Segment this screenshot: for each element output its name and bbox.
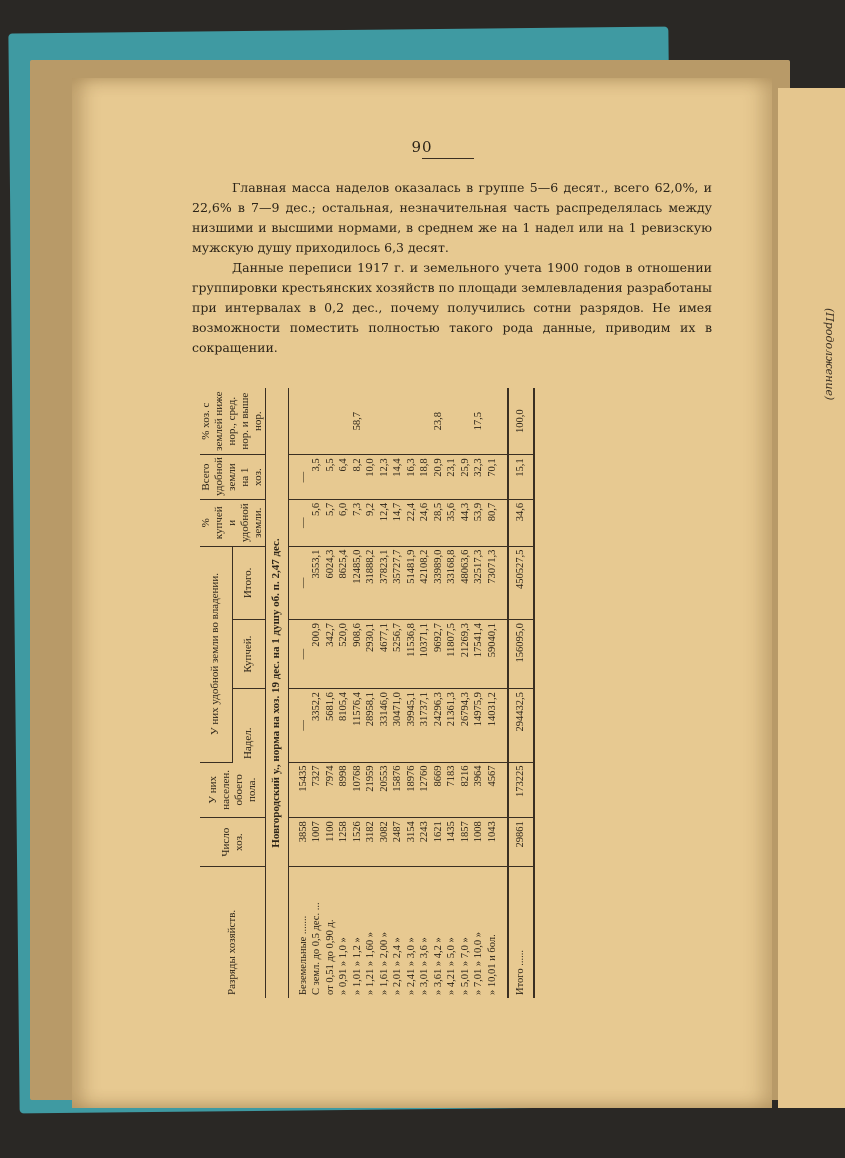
row-total: 3553,1 <box>310 546 324 619</box>
row-category: » 1,01 » 1,2 » <box>351 937 363 995</box>
book-page <box>72 78 772 1108</box>
row-households: 1007 <box>310 818 324 867</box>
table-row <box>351 388 365 998</box>
row-pct: 28,5 <box>432 499 446 546</box>
total-households: 29861 <box>508 818 534 867</box>
row-population: 7974 <box>324 762 338 818</box>
row-category: » 0,91 » 1,0 » <box>338 937 349 995</box>
row-category: » 2,41 » 3,0 » <box>405 937 417 995</box>
row-population: 15435 <box>297 762 311 818</box>
row-category: » 7,01 » 10,0 » <box>473 932 484 995</box>
table-total-row <box>508 388 534 998</box>
row-allotted: 11576,4 <box>351 689 365 762</box>
total-group-pct: 100,0 <box>508 388 534 455</box>
row-per-household: — <box>297 455 311 500</box>
row-population: 12760 <box>418 762 432 818</box>
row-population: 10768 <box>351 762 365 818</box>
row-pct: 5,7 <box>324 499 338 546</box>
row-households: 1043 <box>486 818 500 867</box>
row-purchased: 11536,8 <box>405 620 419 689</box>
table-row <box>486 388 500 998</box>
row-purchased: 21269,3 <box>459 620 473 689</box>
row-allotted: 3352,2 <box>310 689 324 762</box>
table-row <box>310 388 324 998</box>
row-purchased: 2930,1 <box>364 620 378 689</box>
row-total: 35727,7 <box>391 546 405 619</box>
row-population: 8998 <box>337 762 351 818</box>
next-page-note: (Продолжение) <box>823 308 836 401</box>
page-number-rule <box>422 158 474 159</box>
row-per-household: 25,9 <box>459 455 473 500</box>
total-allotted: 294432,5 <box>508 689 534 762</box>
row-total: 31888,2 <box>364 546 378 619</box>
row-pct: 80,7 <box>486 499 500 546</box>
row-category: Беземельные ....... <box>297 915 309 995</box>
row-per-household: 12,3 <box>378 455 392 500</box>
row-purchased: 200,9 <box>310 620 324 689</box>
row-per-household: 18,8 <box>418 455 432 500</box>
row-total: 32517,3 <box>472 546 486 619</box>
row-households: 3182 <box>364 818 378 867</box>
row-purchased: 9692,7 <box>432 620 446 689</box>
row-per-household: 6,4 <box>337 455 351 500</box>
table-row <box>324 388 338 998</box>
row-allotted: 14031,2 <box>486 689 500 762</box>
row-total: 37823,1 <box>378 546 392 619</box>
next-page-edge <box>778 88 845 1108</box>
row-households: 1526 <box>351 818 365 867</box>
row-total: 73071,3 <box>486 546 500 619</box>
table-body <box>266 388 534 998</box>
row-pct: — <box>297 499 311 546</box>
table-subheader: Новгородский у., норма на хоз. 19 дес. на 1 душу об. п. 2,47 дес. <box>266 388 289 998</box>
row-purchased: 10371,1 <box>418 620 432 689</box>
header-pct-purchased: % купчей и удобной земли. <box>200 499 266 546</box>
table-row <box>391 388 405 998</box>
row-pct: 35,6 <box>445 499 459 546</box>
table-row <box>297 388 311 998</box>
group-pct-above: 17,5 <box>459 388 500 455</box>
table-row <box>418 388 432 998</box>
row-pct: 44,3 <box>459 499 473 546</box>
row-households: 1435 <box>445 818 459 867</box>
row-pct: 24,6 <box>418 499 432 546</box>
table-row <box>364 388 378 998</box>
row-allotted: 8105,4 <box>337 689 351 762</box>
row-pct: 9,2 <box>364 499 378 546</box>
total-purchased: 156095,0 <box>508 620 534 689</box>
row-per-household: 14,4 <box>391 455 405 500</box>
total-population: 173225 <box>508 762 534 818</box>
row-households: 3082 <box>378 818 392 867</box>
table-row <box>432 388 446 998</box>
row-population: 4567 <box>486 762 500 818</box>
row-allotted: 14975,9 <box>472 689 486 762</box>
row-purchased: 4677,1 <box>378 620 392 689</box>
row-purchased: 908,6 <box>351 620 365 689</box>
row-total: 48063,6 <box>459 546 473 619</box>
row-households: 1008 <box>472 818 486 867</box>
row-pct: 5,6 <box>310 499 324 546</box>
row-total: 12485,0 <box>351 546 365 619</box>
header-category: Разряды хозяйств. <box>200 867 266 998</box>
row-households: 1258 <box>337 818 351 867</box>
row-category: от 0,51 до 0,90 д. <box>324 919 336 995</box>
row-allotted: 33146,0 <box>378 689 392 762</box>
row-population: 3964 <box>472 762 486 818</box>
row-total: 33168,8 <box>445 546 459 619</box>
header-total: Итого. <box>232 546 265 619</box>
header-households: Число хоз. <box>200 818 266 867</box>
row-total: 8625,4 <box>337 546 351 619</box>
row-category: » 1,21 » 1,60 » <box>365 932 376 995</box>
row-per-household: 10,0 <box>364 455 378 500</box>
land-table <box>200 388 535 998</box>
row-purchased: 342,7 <box>324 620 338 689</box>
row-population: 18976 <box>405 762 419 818</box>
row-purchased: 59040,1 <box>486 620 500 689</box>
paragraph-1: Главная масса наделов оказалась в группе 5—6 десят., всего 62,0%, и 22,6% в 7—9 дес.; остальная, незначительная часть распределялась между низшими и высшими нормами, в среднем же на 1 надел или на 1 ревизскую мужскую душу приходилось 6,3 десят. <box>192 180 712 255</box>
row-households: 2243 <box>418 818 432 867</box>
paragraph-2: Данные переписи 1917 г. и земельного учета 1900 годов в отношении группировки крестьянских хозяйств по площади землевладения разработаны при интервалах в 0,2 дес., почему получились сотни разрядов. Не имея возможности поместить полностью такого рода данные, приводим их в сокращении. <box>192 260 712 355</box>
row-category: » 3,61 » 4,2 » <box>432 937 444 995</box>
row-total: 6024,3 <box>324 546 338 619</box>
row-population: 7183 <box>445 762 459 818</box>
row-pct: 12,4 <box>378 499 392 546</box>
body-text <box>192 178 712 358</box>
total-category: Итого ...... <box>508 867 534 998</box>
row-total: 33989,0 <box>432 546 446 619</box>
row-pct: 22,4 <box>405 499 419 546</box>
row-population: 15876 <box>391 762 405 818</box>
row-category: » 5,01 » 7,0 » <box>459 937 471 995</box>
row-households: 1621 <box>432 818 446 867</box>
row-per-household: 20,9 <box>432 455 446 500</box>
table-row <box>337 388 351 998</box>
row-category: » 3,01 » 3,6 » <box>419 937 430 995</box>
row-population: 20553 <box>378 762 392 818</box>
rotated-table-container <box>200 388 670 998</box>
total-pct: 34,6 <box>508 499 534 546</box>
row-households: 3154 <box>405 818 419 867</box>
total-per-household: 15,1 <box>508 455 534 500</box>
row-population: 21959 <box>364 762 378 818</box>
row-category: » 1,61 » 2,00 » <box>378 932 390 995</box>
group-pct-middle: 23,8 <box>418 388 459 455</box>
row-allotted: 28958,1 <box>364 689 378 762</box>
header-population: У них населен. обоего пола. <box>200 762 266 818</box>
row-population: 7327 <box>310 762 324 818</box>
row-purchased: 5256,7 <box>391 620 405 689</box>
row-pct: 53,9 <box>472 499 486 546</box>
row-allotted: 31737,1 <box>418 689 432 762</box>
table-row <box>459 388 473 998</box>
row-purchased: 520,0 <box>337 620 351 689</box>
header-per-household: Всего удобной земли на 1 хоз. <box>200 455 266 500</box>
rotated-table <box>200 388 670 998</box>
row-households: 3858 <box>297 818 311 867</box>
row-total: 42108,2 <box>418 546 432 619</box>
row-households: 1857 <box>459 818 473 867</box>
header-allotted: Надел. <box>232 689 265 762</box>
row-category: » 2,01 » 2,4 » <box>392 937 403 995</box>
row-households: 1100 <box>324 818 338 867</box>
row-per-household: 8,2 <box>351 455 365 500</box>
row-per-household: 23,1 <box>445 455 459 500</box>
row-category: » 10,01 и бол. <box>486 934 498 995</box>
row-total: — <box>297 546 311 619</box>
row-purchased: 17541,4 <box>472 620 486 689</box>
row-pct: 7,3 <box>351 499 365 546</box>
row-households: 2487 <box>391 818 405 867</box>
row-allotted: 24296,3 <box>432 689 446 762</box>
header-pct-households: % хоз. с землей ниже нор., сред. нор. и выше нор. <box>200 388 266 455</box>
row-per-household: 5,5 <box>324 455 338 500</box>
row-per-household: 3,5 <box>310 455 324 500</box>
row-purchased: — <box>297 620 311 689</box>
row-allotted: 30471,0 <box>391 689 405 762</box>
table-row <box>472 388 486 998</box>
row-allotted: 5681,6 <box>324 689 338 762</box>
table-row <box>378 388 392 998</box>
row-category: С земл. до 0,5 дес. ... <box>311 902 322 995</box>
row-allotted: — <box>297 689 311 762</box>
row-purchased: 11807,5 <box>445 620 459 689</box>
row-per-household: 70,1 <box>486 455 500 500</box>
row-pct: 6,0 <box>337 499 351 546</box>
row-total: 51481,9 <box>405 546 419 619</box>
row-allotted: 26794,3 <box>459 689 473 762</box>
row-population: 8216 <box>459 762 473 818</box>
row-allotted: 39945,1 <box>405 689 419 762</box>
total-total: 450527,5 <box>508 546 534 619</box>
header-purchased: Купчей. <box>232 620 265 689</box>
header-land-group: У них удобной земли во владении. <box>200 546 232 762</box>
row-population: 8669 <box>432 762 446 818</box>
row-category: » 4,21 » 5,0 » <box>446 937 457 995</box>
table-row <box>405 388 419 998</box>
table-row <box>445 388 459 998</box>
row-per-household: 16,3 <box>405 455 419 500</box>
group-pct-below: 58,7 <box>297 388 419 455</box>
page-number: 90 <box>411 138 433 156</box>
row-per-household: 32,3 <box>472 455 486 500</box>
row-allotted: 21361,3 <box>445 689 459 762</box>
row-pct: 14,7 <box>391 499 405 546</box>
